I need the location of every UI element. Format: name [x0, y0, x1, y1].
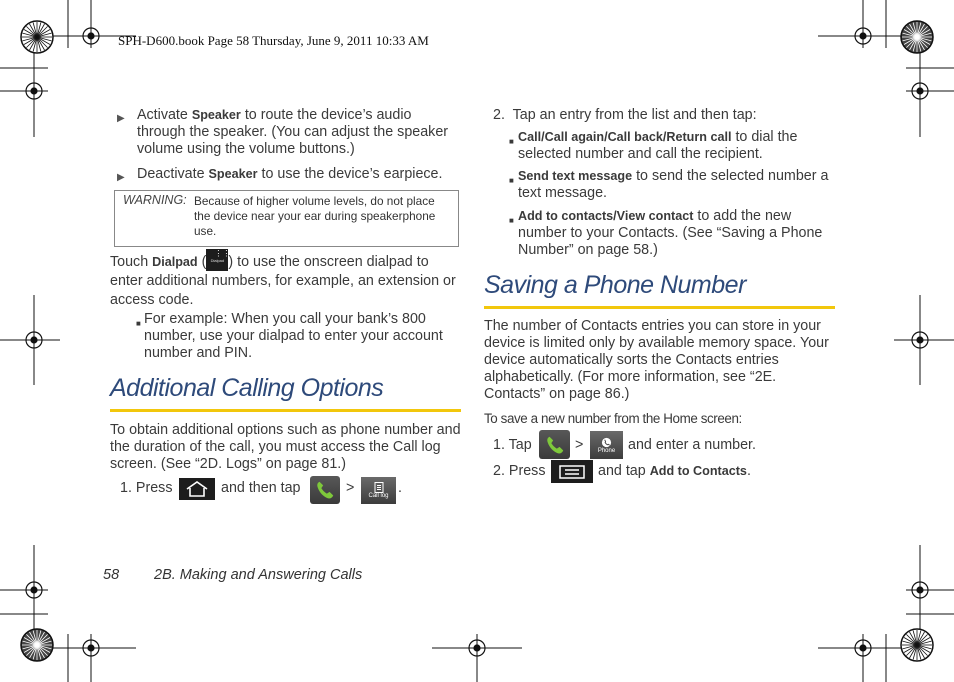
save-step-1: 1. Tap [493, 437, 532, 453]
bullet-deactivate-speaker: ▶ Deactivate Speaker to use the device’s earpiece. [117, 166, 462, 183]
phone-icon [310, 476, 340, 504]
phone-app-icon: Phone [590, 431, 623, 459]
additional-options-intro: To obtain additional options such as phone number and the duration of the call, you must access the Call log screen. (See “2D. Logs” on page 81.) [110, 422, 461, 472]
warning-text: Because of higher volume levels, do not place the device near your ear during speakerphone use. [194, 194, 436, 238]
print-header: SPH-D600.book Page 58 Thursday, June 9, 2011 10:33 AM [118, 33, 429, 48]
phone-icon [539, 430, 570, 459]
touch-dialpad-paragraph: Touch Dialpad ( ⋮⋮ Dialpad ) to use the onscreen dialpad to enter additional numbers, for example, an extension or access code. [110, 249, 456, 308]
menu-icon [551, 460, 593, 483]
step-1-press-home: 1. Press [120, 480, 173, 496]
bullet-arrow-icon: ▶ [117, 172, 125, 183]
option-call: ■ Call/Call again/Call back/Return call to dial the selected number and call the recipient. [509, 129, 798, 162]
heading-rule [110, 409, 461, 412]
home-icon [179, 478, 215, 500]
example-bullet: ■ For example: When you call your bank’s 800 number, use your dialpad to enter your account number and PIN. [136, 311, 443, 361]
option-send-text: ■ Send text message to send the selected number a text message. [509, 168, 829, 201]
save-step-1-end: and enter a number. [628, 437, 756, 453]
square-bullet-icon: ■ [136, 319, 141, 328]
heading-additional-calling-options: Additional Calling Options [110, 374, 384, 402]
square-bullet-icon: ■ [509, 216, 514, 225]
save-lead: To save a new number from the Home screen: [484, 411, 742, 426]
warning-label: WARNING: [123, 193, 187, 207]
step-1-period: . [398, 480, 402, 496]
warning-box [114, 190, 459, 247]
step-2-tap-entry: 2. Tap an entry from the list and then tap: [493, 107, 757, 123]
heading-rule [484, 306, 835, 309]
save-step-1-separator: > [575, 437, 584, 453]
save-step-2-end: and tap Add to Contacts. [598, 463, 751, 479]
bullet-activate-speaker: ▶ Activate Speaker to route the device’s audio through the speaker. (You can adjust the speaker volume using the volume buttons.) [117, 107, 449, 157]
square-bullet-icon: ■ [509, 176, 514, 185]
option-add-contacts: ■ Add to contacts/View contact to add the new number to your Contacts. (See “Saving a Phone Number” on page 58.) [509, 208, 823, 258]
footer-page-number: 58 [103, 567, 120, 583]
dialpad-icon: ⋮⋮ Dialpad [206, 249, 228, 271]
saving-intro: The number of Contacts entries you can store in your device is limited only by available memory space. Your device automatically sorts the Contacts entries alphabetically. (For more information, see “2E. Contacts” on page 86.) [484, 318, 829, 402]
footer-section-title: 2B. Making and Answering Calls [154, 567, 363, 583]
bullet-arrow-icon: ▶ [117, 113, 125, 124]
call-log-icon: Call log [361, 477, 396, 504]
heading-saving-phone-number: Saving a Phone Number [484, 271, 746, 299]
square-bullet-icon: ■ [509, 137, 514, 146]
step-1-separator: > [346, 480, 355, 496]
save-step-2: 2. Press [493, 463, 546, 479]
step-1-then-tap: and then tap [221, 480, 301, 496]
